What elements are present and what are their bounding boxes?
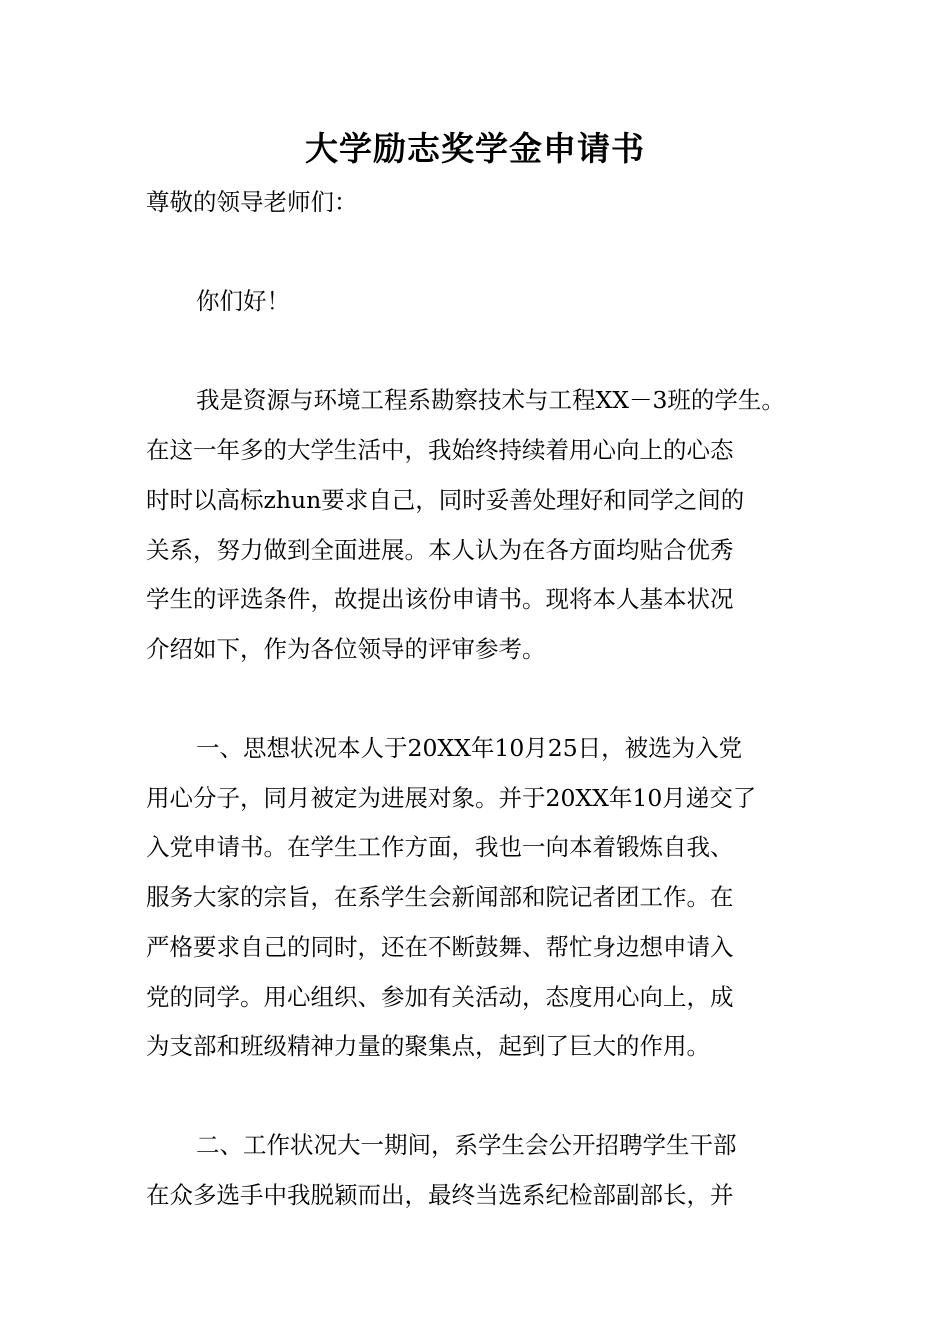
paragraph-1-line-5: 学生的评选条件，故提出该份申请书。现将本人基本状况 <box>146 585 734 613</box>
salutation: 尊敬的领导老师们： <box>146 188 358 216</box>
paragraph-2-line-1: 一、思想状况本人于20XX年10月25日，被选为入党 <box>196 734 743 762</box>
paragraph-3-line-2: 在众多选手中我脱颖而出，最终当选系纪检部副部长，并 <box>146 1181 734 1209</box>
paragraph-2-line-7: 为支部和班级精神力量的聚集点，起到了巨大的作用。 <box>146 1032 710 1060</box>
document-title: 大学励志奖学金申请书 <box>305 129 645 168</box>
paragraph-1-line-3: 时时以高标zhun要求自己，同时妥善处理好和同学之间的 <box>146 486 745 514</box>
greeting: 你们好！ <box>196 287 290 315</box>
paragraph-1-line-4: 关系，努力做到全面进展。本人认为在各方面均贴合优秀 <box>146 536 734 564</box>
paragraph-2-line-4: 服务大家的宗旨，在系学生会新闻部和院记者团工作。在 <box>146 883 734 911</box>
paragraph-1-line-2: 在这一年多的大学生活中，我始终持续着用心向上的心态 <box>146 436 734 464</box>
paragraph-1-line-6: 介绍如下，作为各位领导的评审参考。 <box>146 635 546 663</box>
paragraph-3-line-1: 二、工作状况大一期间，系学生会公开招聘学生干部 <box>196 1131 737 1159</box>
paragraph-2-line-6: 党的同学。用心组织、参加有关活动，态度用心向上，成 <box>146 983 734 1011</box>
paragraph-2-line-2: 用心分子，同月被定为进展对象。并于20XX年10月递交了 <box>146 784 757 812</box>
paragraph-1-line-1: 我是资源与环境工程系勘察技术与工程XX－3班的学生。 <box>196 386 785 414</box>
paragraph-2-line-5: 严格要求自己的同时，还在不断鼓舞、帮忙身边想申请入 <box>146 933 734 961</box>
paragraph-2-line-3: 入党申请书。在学生工作方面，我也一向本着锻炼自我、 <box>146 833 734 861</box>
